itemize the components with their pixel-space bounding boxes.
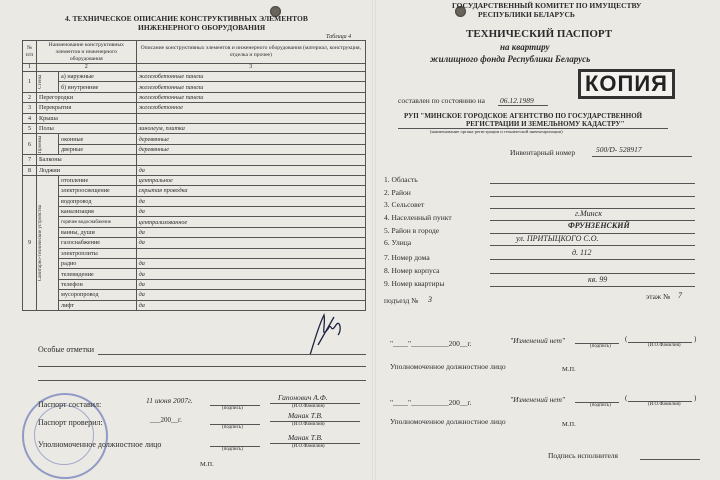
changes-label: "Изменений нет" <box>510 336 566 345</box>
row-value: деревянные <box>136 134 365 144</box>
row-value: да <box>136 259 365 269</box>
rule-line <box>38 366 366 367</box>
row-group-label: Стены <box>38 75 43 89</box>
rule-line <box>38 380 366 381</box>
row-value: центральное <box>136 175 365 185</box>
field-label: 2. Район <box>384 188 411 197</box>
agency-line-2: РЕГИСТРАЦИИ И ЗЕМЕЛЬНОМУ КАДАСТРУ" <box>466 120 625 128</box>
authorized-label: Уполномоченное должностное лицо <box>390 362 506 371</box>
page-fold <box>372 0 376 480</box>
table-row <box>23 113 366 123</box>
fio-caption: (И.О.Фамилия) <box>292 444 325 449</box>
fio-caption: (И.О.Фамилия) <box>648 343 681 348</box>
handwritten-signature <box>300 305 350 360</box>
table-row <box>23 123 366 133</box>
row-group <box>37 134 59 155</box>
row-num: 3 <box>23 103 37 113</box>
signature-caption: (подпись) <box>222 447 243 452</box>
changes-label: "Изменений нет" <box>510 395 566 404</box>
row-value: железобетонное <box>136 103 365 113</box>
field-label: 6. Улица <box>384 238 412 247</box>
row-value: да <box>136 207 365 217</box>
table-row <box>23 279 366 289</box>
authorized-name: Манак Т.В. <box>288 433 323 442</box>
rule-line <box>498 105 548 106</box>
row-name: Балконы <box>37 155 137 165</box>
row-name: газоснабжение <box>59 238 137 248</box>
compiled-date: 11 июня 2007г. <box>146 396 193 405</box>
table-row <box>23 238 366 248</box>
table-row <box>23 82 366 92</box>
row-num: 8 <box>23 165 37 175</box>
signature-caption: (подпись) <box>590 403 611 408</box>
row-value: да <box>136 300 365 310</box>
row-group-label: Проемы <box>38 135 43 153</box>
passport-subtitle-1: на квартиру <box>500 42 550 52</box>
checked-label: Паспорт проверил: <box>38 418 103 427</box>
row-num: 2 <box>23 92 37 102</box>
head-num: № п/п <box>23 41 37 64</box>
row-value <box>136 113 365 123</box>
table-row <box>23 259 366 269</box>
change-date: "____"__________200__г. <box>390 339 472 348</box>
rule-line <box>490 273 695 274</box>
row-value <box>136 155 365 165</box>
row-group-label: Санитарно-технические устройства <box>38 204 43 281</box>
field-value: ул. ПРИТЫЦКОГО С.О. <box>516 234 599 243</box>
table-row <box>23 92 366 102</box>
construction-table <box>22 40 366 311</box>
row-name: телефон <box>59 279 137 289</box>
checked-name: Манак Т.В. <box>288 411 323 420</box>
agency-caption: (наименование органа регистрации и технической инвентаризации) <box>430 129 563 134</box>
row-value: железобетонные панели <box>136 92 365 102</box>
row-name: канализация <box>59 207 137 217</box>
rule-line <box>592 156 692 157</box>
field-label: 3. Сельсовет <box>384 200 425 209</box>
row-name: ванны, души <box>59 227 137 237</box>
row-value: централизованное <box>136 217 365 227</box>
table-row <box>23 103 366 113</box>
bracket-close: ) <box>694 335 697 343</box>
row-name: Лоджии <box>37 165 137 175</box>
row-num: 6 <box>23 134 37 155</box>
table-row <box>23 290 366 300</box>
row-name: Полы <box>37 123 137 133</box>
row-name: электроплиты <box>59 248 137 258</box>
row-num: 7 <box>23 155 37 165</box>
row-value: железобетонные панели <box>136 72 365 82</box>
field-value: ФРУНЗЕНСКИЙ <box>568 221 630 230</box>
org-line-1: ГОСУДАРСТВЕННЫЙ КОМИТЕТ ПО ИМУЩЕСТВУ <box>452 1 642 10</box>
row-num: 4 <box>23 113 37 123</box>
inventory-value: 500/D- 528917 <box>596 145 642 154</box>
field-label: 7. Номер дома <box>384 253 430 262</box>
field-value: г.Минск <box>575 209 602 218</box>
copy-stamp: КОПИЯ <box>578 69 675 99</box>
row-num: 1 <box>23 72 37 93</box>
table-row <box>23 134 366 144</box>
table-row <box>23 144 366 154</box>
row-value: железобетонные панели <box>136 82 365 92</box>
state-date: 06.12.1989 <box>500 96 534 105</box>
signature-caption: (подпись) <box>590 344 611 349</box>
table-row <box>23 248 366 258</box>
entrance-value: 3 <box>428 295 432 304</box>
rule-line <box>490 196 695 197</box>
row-name: лифт <box>59 300 137 310</box>
field-label: 5. Район в городе <box>384 226 440 235</box>
table-row <box>23 227 366 237</box>
row-value: линолеум, плитка <box>136 123 365 133</box>
row-name: Перекрытия <box>37 103 137 113</box>
fio-caption: (И.О.Фамилия) <box>648 402 681 407</box>
signature-caption: (подпись) <box>222 406 243 411</box>
field-label: 1. Область <box>384 175 418 184</box>
special-marks-label: Особые отметки <box>38 345 94 354</box>
agency-line-1: РУП "МИНСКОЕ ГОРОДСКОЕ АГЕНТСТВО ПО ГОСУДАРСТВЕННОЙ <box>404 112 643 120</box>
mp-label: М.П. <box>200 461 214 468</box>
row-name: а) наружные <box>59 72 137 82</box>
row-name: водопровод <box>59 196 137 206</box>
floor-value: 7 <box>678 291 682 300</box>
table-label: Таблица 4 <box>326 34 352 40</box>
passport-subtitle-2: жилищного фонда Республики Беларусь <box>430 54 591 64</box>
row-num: 9 <box>23 175 37 310</box>
col-num: 1 <box>23 64 37 72</box>
field-label: 4. Населенный пункт <box>384 213 452 222</box>
field-label: 8. Номер корпуса <box>384 266 440 275</box>
row-value: деревянные <box>136 144 365 154</box>
head-name: Наименование конструктивных элементов и инженерного оборудования <box>37 41 137 64</box>
authorized-label: Уполномоченное должностное лицо <box>390 417 506 426</box>
fio-caption: (И.О.Фамилия) <box>292 422 325 427</box>
rule-line <box>490 183 695 184</box>
row-value: да <box>136 279 365 289</box>
floor-label: этаж № <box>646 292 671 301</box>
field-value: кв. 99 <box>588 275 608 284</box>
executor-label: Подпись исполнителя <box>548 451 618 460</box>
field-value: д. 112 <box>572 248 592 257</box>
state-label: составлен по состоянию на <box>398 96 486 105</box>
table-row <box>23 165 366 175</box>
bracket-open: ( <box>625 335 628 343</box>
bracket-open: ( <box>625 394 628 402</box>
compiled-name: Гапонович А.Ф. <box>278 393 328 402</box>
row-name: Крыша <box>37 113 137 123</box>
row-value: да <box>136 290 365 300</box>
mp-label: М.П. <box>562 366 576 373</box>
bracket-close: ) <box>694 394 697 402</box>
table-row <box>23 186 366 196</box>
compiled-label: Паспорт составил: <box>38 400 102 409</box>
rule-line <box>98 354 366 355</box>
col-num: 3 <box>136 64 365 72</box>
section-title: 4. ТЕХНИЧЕСКОЕ ОПИСАНИЕ КОНСТРУКТИВНЫХ ЭЛЕМЕНТОВ <box>65 14 308 23</box>
row-name: Перегородки <box>37 92 137 102</box>
table-row <box>23 175 366 185</box>
table-row <box>23 72 366 82</box>
col-num: 2 <box>37 64 137 72</box>
row-name: отопление <box>59 175 137 185</box>
table-row <box>23 196 366 206</box>
rule-line <box>490 286 695 287</box>
row-value: да <box>136 196 365 206</box>
row-group <box>37 72 59 93</box>
rule-line <box>490 245 695 246</box>
row-num: 5 <box>23 123 37 133</box>
row-name: электроосвещение <box>59 186 137 196</box>
row-name: телевидение <box>59 269 137 279</box>
field-label: 9. Номер квартиры <box>384 279 445 288</box>
row-name: горячее водоснабжение <box>59 217 137 227</box>
inventory-label: Инвентарный номер <box>510 148 576 157</box>
rule-line <box>640 459 700 460</box>
rule-line <box>490 259 695 260</box>
row-name: оконные <box>59 134 137 144</box>
fio-caption: (И.О.Фамилия) <box>292 404 325 409</box>
org-line-2: РЕСПУБЛИКИ БЕЛАРУСЬ <box>478 10 575 19</box>
row-value: да <box>136 238 365 248</box>
signature-caption: (подпись) <box>222 425 243 430</box>
section-subtitle: ИНЖЕНЕРНОГО ОБОРУДОВАНИЯ <box>138 23 266 32</box>
table-row <box>23 269 366 279</box>
table-row <box>23 207 366 217</box>
row-value: да <box>136 227 365 237</box>
row-value: да <box>136 165 365 175</box>
row-name: дверные <box>59 144 137 154</box>
row-value: да <box>136 269 365 279</box>
row-name: мусоропровод <box>59 290 137 300</box>
entrance-label: подъезд № <box>384 296 419 305</box>
passport-title: ТЕХНИЧЕСКИЙ ПАСПОРТ <box>466 28 613 40</box>
mp-label: М.П. <box>562 421 576 428</box>
row-name: б) внутренние <box>59 82 137 92</box>
authorized-label: Уполномоченное должностное лицо <box>38 440 162 449</box>
table-row <box>23 217 366 227</box>
row-value: скрытая проводка <box>136 186 365 196</box>
row-value <box>136 248 365 258</box>
table-row <box>23 155 366 165</box>
checked-date: ___200__г. <box>150 416 182 424</box>
row-name: радио <box>59 259 137 269</box>
row-group <box>37 175 59 310</box>
round-seal-inner <box>34 405 94 465</box>
head-desc: Описание конструктивных элементов и инженерного оборудования (материал, конструкция, отделка и прочее) <box>136 41 365 64</box>
change-date: "____"__________200__г. <box>390 398 472 407</box>
